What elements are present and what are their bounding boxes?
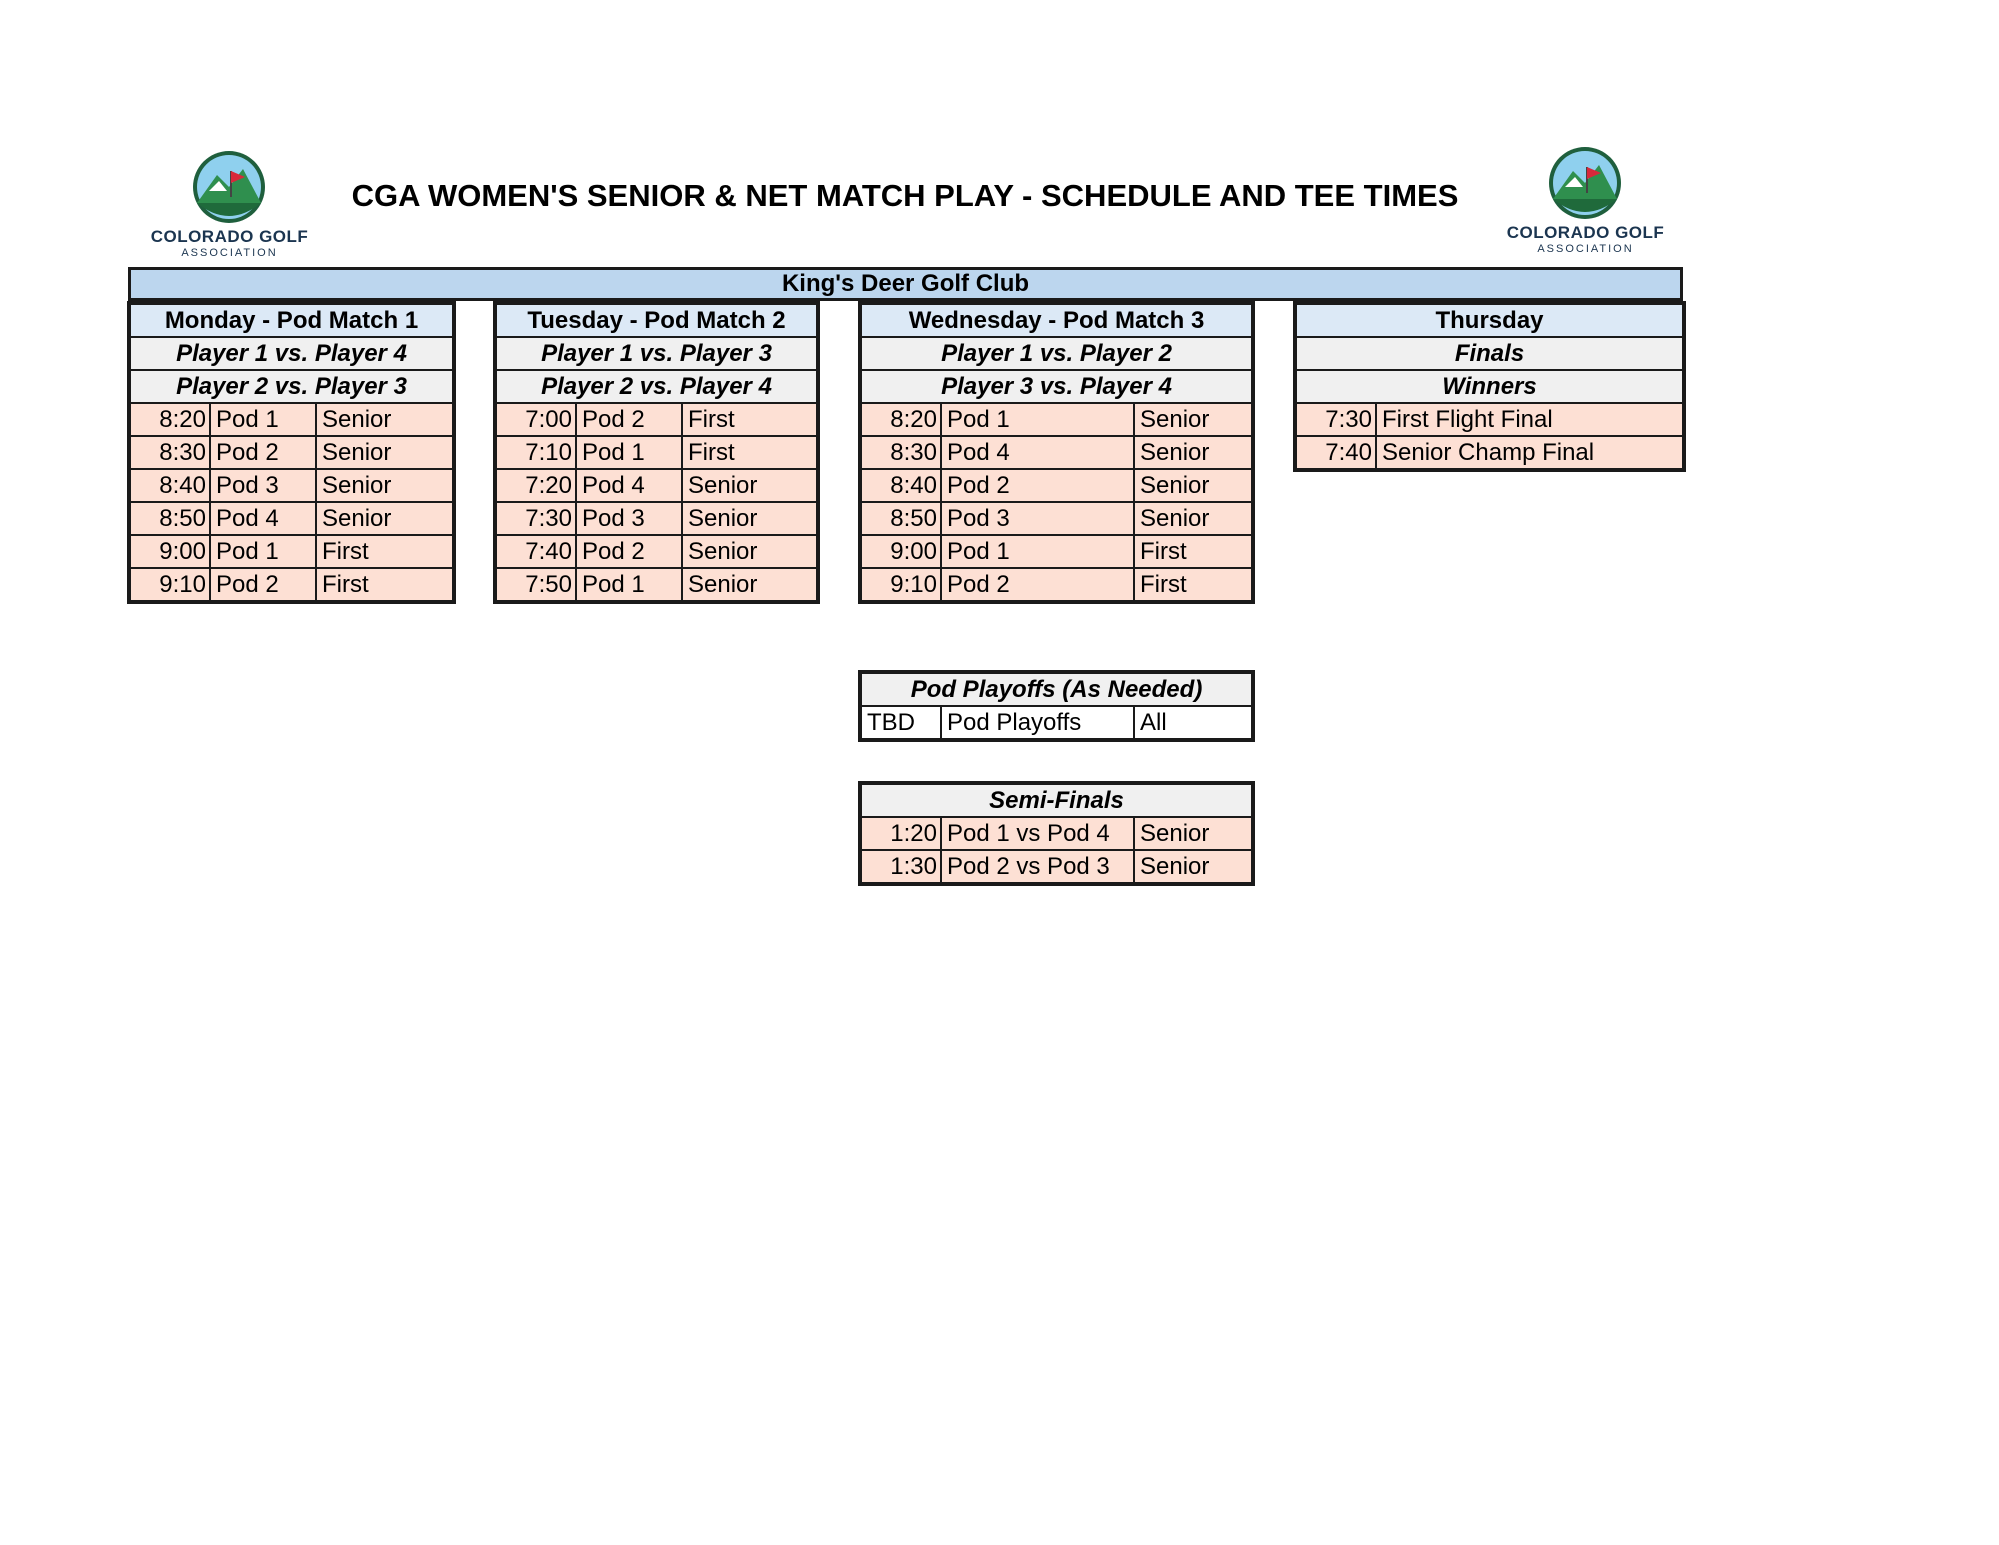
pod: Pod 1 — [576, 436, 682, 469]
tee-time: 8:50 — [861, 502, 941, 535]
flight: Senior — [316, 469, 453, 502]
tee-time: 9:10 — [130, 568, 210, 601]
round-label: Finals — [1296, 337, 1683, 370]
tee-time: 7:40 — [496, 535, 576, 568]
match: Pod 1 vs Pod 4 — [941, 817, 1134, 850]
pod: Pod 2 — [210, 568, 316, 601]
tuesday-schedule — [495, 303, 818, 602]
table-row — [130, 568, 453, 601]
wednesday-schedule — [860, 303, 1253, 602]
matchup: Player 3 vs. Player 4 — [861, 370, 1252, 403]
cga-logo-left — [147, 151, 312, 266]
mountain-flag-icon — [1503, 147, 1668, 225]
flight: First — [316, 568, 453, 601]
table-row — [496, 403, 817, 436]
semifinals-table — [860, 783, 1253, 884]
pod: Pod 3 — [210, 469, 316, 502]
table-row — [861, 568, 1252, 601]
pod: Pod 1 — [941, 403, 1134, 436]
tee-time: 8:40 — [130, 469, 210, 502]
flight: Senior — [682, 535, 817, 568]
day-header: Monday - Pod Match 1 — [130, 304, 453, 337]
table-row — [861, 502, 1252, 535]
matchup: Player 1 vs. Player 3 — [496, 337, 817, 370]
tee-time: 7:10 — [496, 436, 576, 469]
table-row — [861, 706, 1252, 739]
tee-time: 7:40 — [1296, 436, 1376, 469]
table-row — [861, 436, 1252, 469]
page-title: CGA WOMEN'S SENIOR & NET MATCH PLAY - SCHEDULE AND TEE TIMES — [351, 178, 1459, 213]
table-row — [130, 535, 453, 568]
pod: Pod 2 — [576, 403, 682, 436]
venue-banner: King's Deer Golf Club — [128, 267, 1683, 301]
logo-name: COLORADO GOLF — [150, 227, 309, 246]
tee-time: 1:30 — [861, 850, 941, 883]
day-header: Thursday — [1296, 304, 1683, 337]
tee-time: 8:30 — [130, 436, 210, 469]
table-row — [496, 502, 817, 535]
flight: First — [682, 403, 817, 436]
tee-time: 7:20 — [496, 469, 576, 502]
matchup: Player 1 vs. Player 2 — [861, 337, 1252, 370]
table-row — [496, 568, 817, 601]
logo-subtitle: ASSOCIATION — [1537, 243, 1634, 255]
table-row — [861, 817, 1252, 850]
table-row — [130, 403, 453, 436]
pod-playoffs-table — [860, 672, 1253, 740]
thursday-schedule — [1295, 303, 1684, 470]
tee-time: 8:20 — [861, 403, 941, 436]
pod: Pod 1 — [941, 535, 1134, 568]
table-row — [1296, 403, 1683, 436]
pod: Pod 2 — [210, 436, 316, 469]
flight: Senior — [1134, 850, 1252, 883]
matchup: Player 2 vs. Player 4 — [496, 370, 817, 403]
tee-time: 8:50 — [130, 502, 210, 535]
tee-time: 7:30 — [496, 502, 576, 535]
event: Pod Playoffs — [941, 706, 1134, 739]
mountain-flag-icon — [147, 151, 312, 229]
tee-time: 8:40 — [861, 469, 941, 502]
section-header: Semi-Finals — [861, 784, 1252, 817]
flight: Senior — [1134, 469, 1252, 502]
table-row — [130, 502, 453, 535]
pod: Pod 2 — [941, 469, 1134, 502]
flight: Senior — [1134, 403, 1252, 436]
table-row — [496, 469, 817, 502]
table-row — [1296, 436, 1683, 469]
flight: First — [682, 436, 817, 469]
pod: Pod 3 — [576, 502, 682, 535]
pod: Pod 2 — [941, 568, 1134, 601]
matchup: Player 2 vs. Player 3 — [130, 370, 453, 403]
table-row — [861, 469, 1252, 502]
flight: First — [1134, 568, 1252, 601]
flight: First — [316, 535, 453, 568]
table-row — [130, 436, 453, 469]
table-row — [496, 436, 817, 469]
flight: Senior — [682, 469, 817, 502]
tee-time: 8:30 — [861, 436, 941, 469]
tee-time: 9:00 — [861, 535, 941, 568]
table-row — [861, 403, 1252, 436]
flight: Senior — [1134, 817, 1252, 850]
tee-time: 7:50 — [496, 568, 576, 601]
pod: Pod 1 — [576, 568, 682, 601]
matchup: Player 1 vs. Player 4 — [130, 337, 453, 370]
flight: Senior — [316, 502, 453, 535]
flight: First — [1134, 535, 1252, 568]
table-row — [861, 850, 1252, 883]
monday-schedule — [129, 303, 454, 602]
table-row — [861, 535, 1252, 568]
flight: Senior — [316, 403, 453, 436]
logo-subtitle: ASSOCIATION — [181, 247, 278, 259]
flight: Senior — [1134, 436, 1252, 469]
match: Pod 2 vs Pod 3 — [941, 850, 1134, 883]
flight: Senior — [1134, 502, 1252, 535]
pod: Pod 1 — [210, 535, 316, 568]
tee-time: 9:10 — [861, 568, 941, 601]
pod: Pod 4 — [210, 502, 316, 535]
tee-time: 8:20 — [130, 403, 210, 436]
flight: Senior — [682, 568, 817, 601]
pod: Pod 1 — [210, 403, 316, 436]
day-header: Tuesday - Pod Match 2 — [496, 304, 817, 337]
event: First Flight Final — [1376, 403, 1683, 436]
pod: Pod 4 — [576, 469, 682, 502]
tee-time: 7:00 — [496, 403, 576, 436]
flight: All — [1134, 706, 1252, 739]
cga-logo-right — [1503, 147, 1668, 262]
tee-time: 1:20 — [861, 817, 941, 850]
tee-time: 9:00 — [130, 535, 210, 568]
tee-time: 7:30 — [1296, 403, 1376, 436]
pod: Pod 3 — [941, 502, 1134, 535]
pod: Pod 4 — [941, 436, 1134, 469]
table-row — [496, 535, 817, 568]
flight: Senior — [316, 436, 453, 469]
day-header: Wednesday - Pod Match 3 — [861, 304, 1252, 337]
flight: Senior — [682, 502, 817, 535]
logo-name: COLORADO GOLF — [1506, 223, 1665, 242]
pod: Pod 2 — [576, 535, 682, 568]
event: Senior Champ Final — [1376, 436, 1683, 469]
round-label: Winners — [1296, 370, 1683, 403]
tee-time: TBD — [861, 706, 941, 739]
table-row — [130, 469, 453, 502]
section-header: Pod Playoffs (As Needed) — [861, 673, 1252, 706]
